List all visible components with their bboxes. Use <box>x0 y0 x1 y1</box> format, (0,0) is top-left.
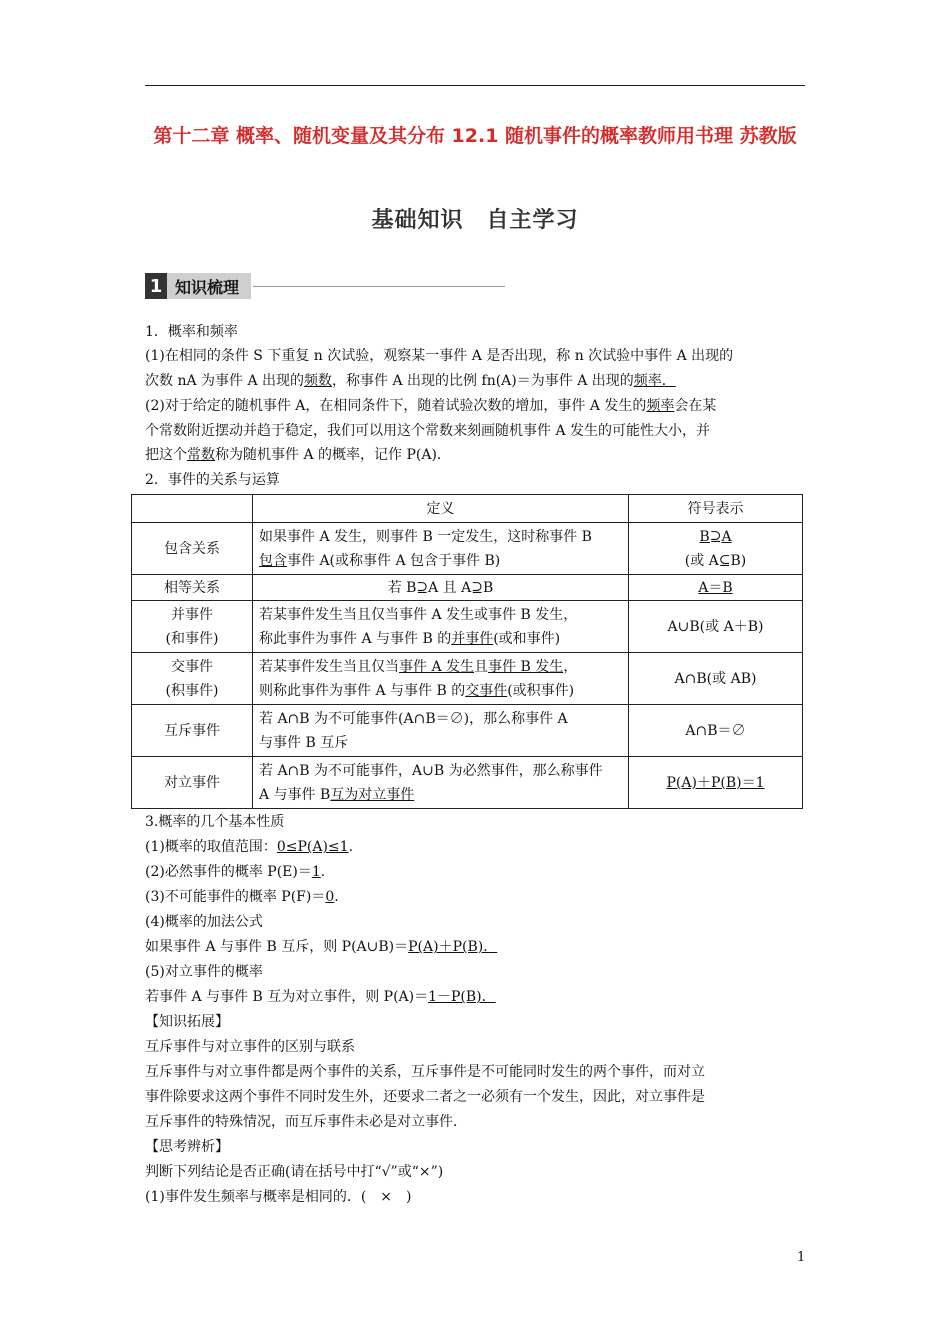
ext-heading: 【知识拓展】 <box>145 1014 229 1030</box>
table-row: 互斥事件 若 A∩B 为不可能事件(A∩B＝∅)，那么称事件 A 与事件 B 互斥 A∩B＝∅ <box>132 705 803 757</box>
think-line-1: 判断下列结论是否正确(请在括号中打“√”或“×”) <box>145 1164 444 1180</box>
think-line-2: (1)事件发生频率与概率是相同的．( × ) <box>145 1189 412 1205</box>
header-definition: 定义 <box>253 495 629 523</box>
ext-line-3: 互斥事件的特殊情况，而互斥事件未必是对立事件． <box>145 1114 467 1130</box>
s1-line-1: (1)在相同的条件 S 下重复 n 次试验，观察某一事件 A 是否出现，称 n 次试验中事件 A 出现的 <box>145 348 734 364</box>
table-row: 交事件 (积事件) 若某事件发生当且仅当事件 A 发生且事件 B 发生， 则称此事件为事件 A 与事件 B 的交事件(或积事件) A∩B(或 AB) <box>132 653 803 705</box>
think-heading: 【思考辨析】 <box>145 1139 229 1155</box>
ext-line-1: 互斥事件与对立事件都是两个事件的关系，互斥事件是不可能同时发生的两个事件，而对立 <box>145 1064 705 1080</box>
badge-label: 知识梳理 <box>167 273 251 299</box>
header-symbol: 符号表示 <box>629 495 803 523</box>
s1-line-4: 个常数附近摆动并趋于稳定，我们可以用这个常数来刻画随机事件 A 发生的可能性大小，并 <box>145 423 711 439</box>
ext-line-2: 事件除要求这两个事件不同时发生外，还要求二者之一必须有一个发生，因此，对立事件是 <box>145 1089 705 1105</box>
badge-rule <box>253 286 505 287</box>
table-row: 并事件 (和事件) 若某事件发生当且仅当事件 A 发生或事件 B 发生， 称此事件为事件 A 与事件 B 的并事件(或和事件) A∪B(或 A＋B) <box>132 601 803 653</box>
section-heading: 基础知识 自主学习 <box>371 208 579 233</box>
s1-line-2: 次数 nA 为事件 A 出现的频数，称事件 A 出现的比例 fn(A)＝为事件 A 出现的频率． <box>145 373 676 389</box>
s3-line-2: (2)必然事件的概率 P(E)＝1. <box>145 864 326 880</box>
s1-line-3: (2)对于给定的随机事件 A，在相同条件下，随着试验次数的增加，事件 A 发生的频率会在某 <box>145 398 717 414</box>
s3-line-5: 如果事件 A 与事件 B 互斥，则 P(A∪B)＝P(A)＋P(B)． <box>145 939 498 955</box>
table-row: 相等关系 若 B⊇A 且 A⊇B A＝B <box>132 575 803 601</box>
header-rule <box>145 85 805 86</box>
s1-line-5: 把这个常数称为随机事件 A 的概率，记作 P(A)． <box>145 447 451 463</box>
knowledge-badge <box>145 273 505 299</box>
ext-subheading: 互斥事件与对立事件的区别与联系 <box>145 1039 355 1055</box>
table-header-row <box>132 495 803 523</box>
event-relations-table <box>131 494 803 809</box>
badge-number: 1 <box>145 273 167 299</box>
table-row: 对立事件 若 A∩B 为不可能事件，A∪B 为必然事件，那么称事件 A 与事件 B互为对立事件 P(A)＋P(B)＝1 <box>132 757 803 809</box>
table-row: 包含关系 如果事件 A 发生，则事件 B 一定发生，这时称事件 B 包含事件 A(或称事件 A 包含于事件 B) B⊇A (或 A⊆B) <box>132 523 803 575</box>
s3-line-7: 若事件 A 与事件 B 互为对立事件，则 P(A)＝1－P(B)． <box>145 989 496 1005</box>
s3-line-1: (1)概率的取值范围：0≤P(A)≤1. <box>145 839 354 855</box>
page-number: 1 <box>797 1250 806 1265</box>
s3-line-6: (5)对立事件的概率 <box>145 964 263 980</box>
document-title: 第十二章 概率、随机变量及其分布 12.1 随机事件的概率教师用书理 苏教版 <box>153 125 797 147</box>
s3-heading: 3.概率的几个基本性质 <box>145 814 285 830</box>
s1-heading: 1．概率和频率 <box>145 324 238 340</box>
s3-line-3: (3)不可能事件的概率 P(F)＝0. <box>145 889 339 905</box>
s3-line-4: (4)概率的加法公式 <box>145 914 263 930</box>
s2-heading: 2．事件的关系与运算 <box>145 472 280 488</box>
